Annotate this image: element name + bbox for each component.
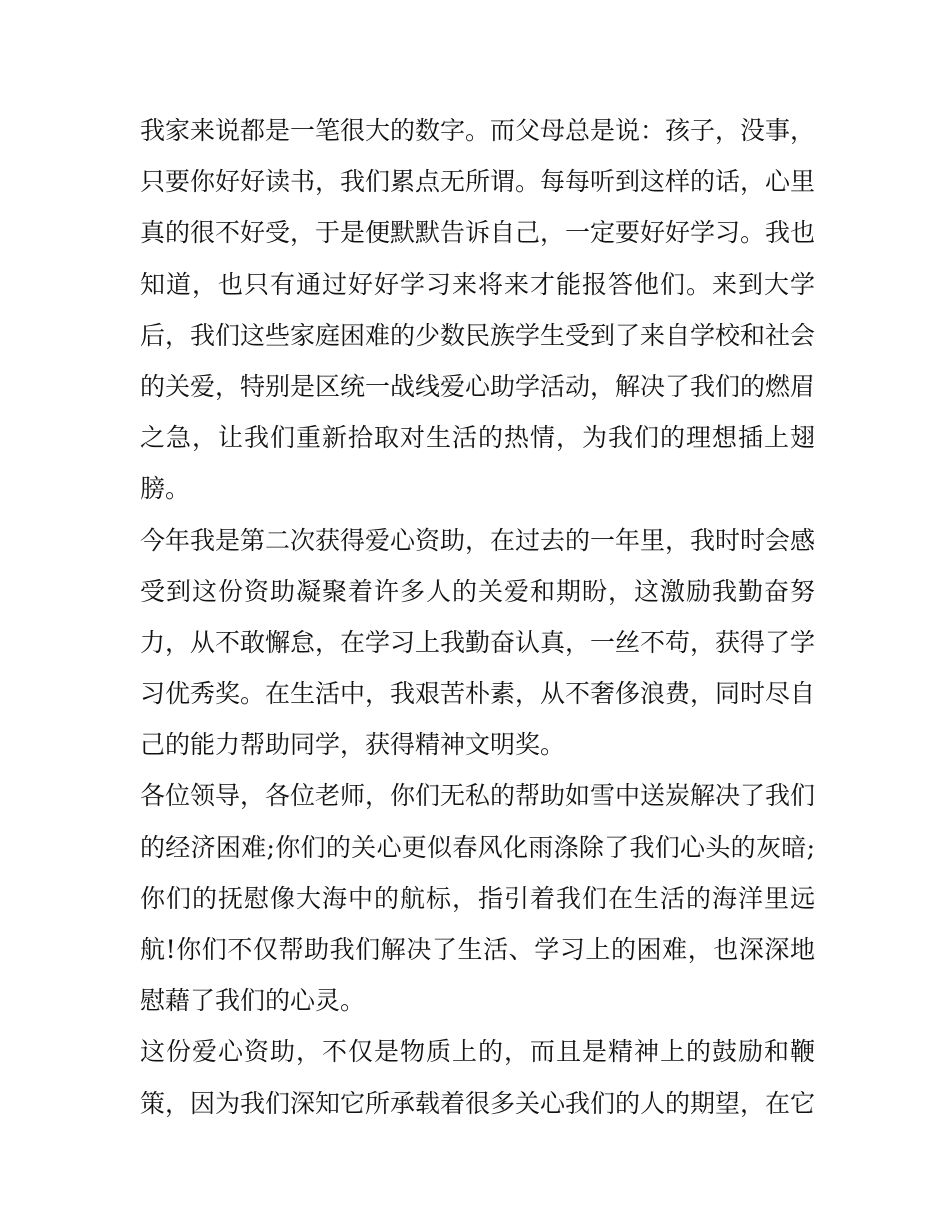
- document-body: [140, 105, 815, 1129]
- text-line: 力，从不敢懈怠，在学习上我勤奋认真，一丝不苟，获得了学: [140, 627, 816, 657]
- text-line: 的关爱，特别是区统一战线爱心助学活动，解决了我们的燃眉: [140, 371, 816, 401]
- text-line: 航!你们不仅帮助我们解决了生活、学习上的困难，也深深地: [140, 935, 815, 964]
- text-line: 慰藉了我们的心灵。: [140, 986, 366, 1016]
- paragraph-3: [140, 770, 815, 1026]
- text-line: 己的能力帮助同学，获得精神文明奖。: [140, 730, 566, 760]
- text-line: 膀。: [140, 474, 191, 504]
- paragraph-2: [140, 515, 815, 771]
- paragraph-1: [140, 105, 815, 515]
- text-line: 受到这份资助凝聚着许多人的关爱和期盼，这激励我勤奋努: [140, 576, 815, 606]
- text-line: 策，因为我们深知它所承载着很多关心我们的人的期望，在它: [140, 1088, 816, 1118]
- text-line: 的经济困难;你们的关心更似春风化雨涤除了我们心头的灰暗;: [140, 832, 815, 862]
- paragraph-4: [140, 1026, 815, 1128]
- text-line: 各位领导，各位老师，你们无私的帮助如雪中送炭解决了我们: [140, 781, 816, 811]
- text-line: 之急，让我们重新拾取对生活的热情，为我们的理想插上翅: [140, 423, 815, 453]
- text-line: 习优秀奖。在生活中，我艰苦朴素，从不奢侈浪费，同时尽自: [140, 679, 816, 709]
- text-line: 你们的抚慰像大海中的航标，指引着我们在生活的海洋里远: [140, 883, 815, 913]
- text-line: 真的很不好受，于是便默默告诉自己，一定要好好学习。我也: [140, 218, 816, 248]
- text-line: 只要你好好读书，我们累点无所谓。每每听到这样的话，心里: [140, 167, 816, 197]
- text-line: 知道，也只有通过好好学习来将来才能报答他们。来到大学: [140, 269, 815, 299]
- text-line: 今年我是第二次获得爱心资助，在过去的一年里，我时时会感: [140, 525, 816, 555]
- text-line: 我家来说都是一笔很大的数字。而父母总是说：孩子，没事，: [140, 116, 816, 145]
- text-line: 这份爱心资助，不仅是物质上的，而且是精神上的鼓励和鞭: [140, 1037, 815, 1067]
- text-line: 后，我们这些家庭困难的少数民族学生受到了来自学校和社会: [140, 320, 816, 350]
